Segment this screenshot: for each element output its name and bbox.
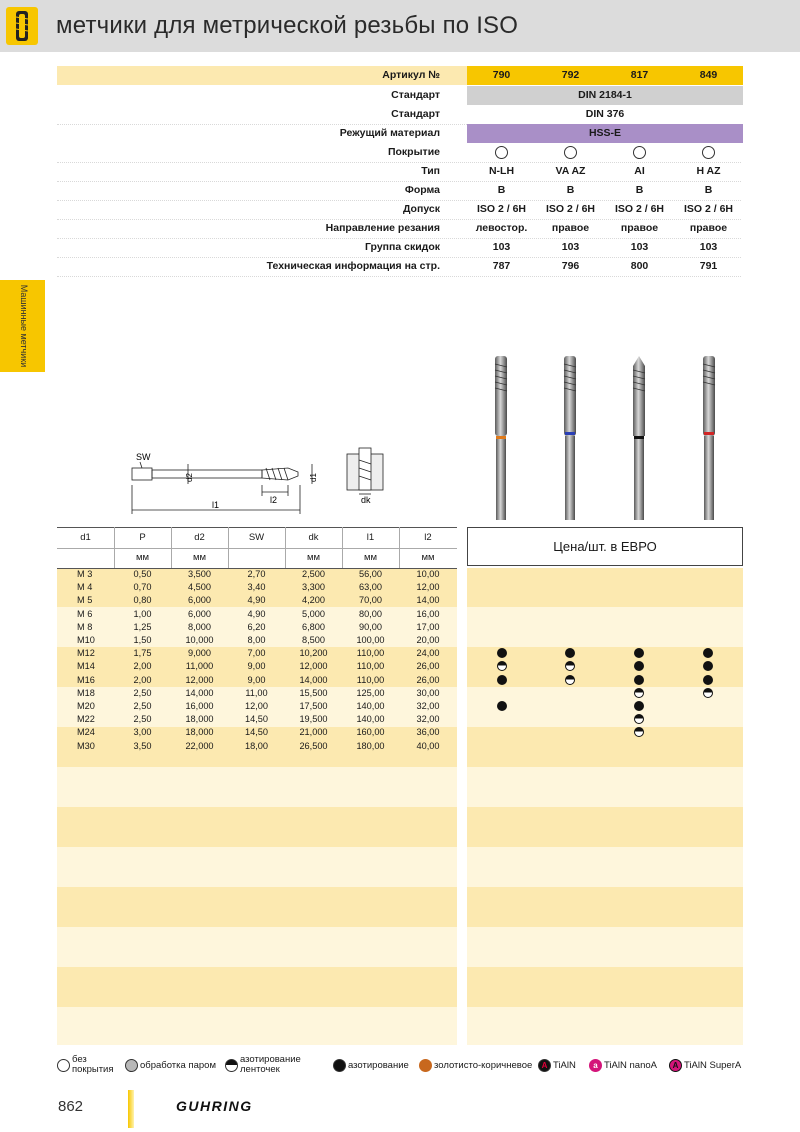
label-l2: l2 [270,495,278,505]
table-row [57,594,457,607]
table-cell: 30,00 [416,687,440,698]
tap-817-image [624,352,654,522]
form-row [57,181,741,201]
table-cell: 140,00 [356,714,385,725]
table-row [57,660,457,673]
table-row [57,634,457,647]
col-header-sw: SW [248,532,265,543]
table-cell: 8,500 [302,635,325,645]
article-790: 790 [492,69,511,81]
nitrided-icon [497,701,507,711]
table-cell: 3,500 [188,569,211,579]
table-cell: 26,00 [416,674,440,685]
nitrided-icon [634,675,644,685]
col-header-d2: d2 [194,532,205,543]
unit-cell: мм [135,552,150,563]
table-cell: M18 [77,687,95,698]
article-label: Артикул № [382,69,440,81]
table-cell: 12,000 [299,661,328,672]
type-value: AI [634,165,645,177]
standard-row-1 [57,86,741,105]
table-cell: 18,000 [185,727,214,738]
form-value: B [566,184,575,196]
table-cell: 9,000 [188,648,211,659]
material-label: Режущий материал [339,127,440,139]
type-value: VA AZ [555,165,586,177]
table-cell: 1,50 [133,635,152,645]
standard-din376: DIN 376 [585,108,625,120]
table-cell: 80,00 [359,608,382,619]
coating-legend [57,1055,747,1077]
techinfo-page-link[interactable]: 787 [492,260,511,272]
table-cell: 5,000 [302,608,325,619]
table-cell: 22,000 [185,740,214,751]
table-cell: 4,90 [247,608,266,619]
hole-section-diagram [345,440,390,505]
discount-value: 103 [492,241,511,253]
form-value: B [497,184,506,196]
table-cell: 14,000 [299,674,328,685]
table-row [57,740,457,753]
label-l1: l1 [212,500,220,510]
legend-tialn-super: A TiAlN SuperA [669,1055,745,1077]
table-cell: 10,00 [416,569,440,579]
col-header-p: P [139,532,146,543]
form-label: Форма [404,184,440,196]
table-cell: 180,00 [356,740,385,751]
table-cell: 16,000 [185,701,214,711]
table-row [57,674,457,687]
tap-849-image [694,352,724,522]
table-cell: 18,00 [245,740,268,751]
table-cell: 18,000 [185,714,214,725]
tialn-icon: A [538,1059,551,1072]
table-row [57,687,457,700]
table-cell: 21,000 [299,727,328,738]
table-cell: 3,50 [133,740,152,751]
table-cell: M30 [77,740,95,751]
land-nitrided-icon [565,675,575,685]
table-cell: 40,00 [416,740,440,751]
brand-logo: GUHRING [176,1098,253,1114]
discount-label: Группа скидок [365,241,440,253]
table-cell: M 6 [77,608,93,619]
tolerance-row [57,200,741,220]
material-hsse: HSS-E [467,124,743,143]
table-cell: 2,00 [133,674,152,685]
table-cell: M24 [77,727,95,738]
uncoated-icon [702,146,715,159]
table-cell: 12,00 [245,701,268,711]
table-cell: 26,00 [416,661,440,672]
table-cell: 6,000 [188,608,211,619]
col-header-d1: d1 [80,532,91,543]
standard-din2184: DIN 2184-1 [467,86,743,105]
discount-value: 103 [630,241,649,253]
table-cell: 0,70 [133,582,152,593]
table-cell: 17,00 [416,621,440,632]
steam-treated-icon [125,1059,138,1072]
unit-cell: мм [421,552,435,563]
table-cell: 3,40 [247,582,266,593]
article-792: 792 [561,69,580,81]
table-cell: 3,300 [302,582,325,593]
tolerance-value: ISO 2 / 6H [683,203,734,215]
table-cell: 10,000 [185,635,214,645]
table-row [57,647,457,660]
label-sw: SW [136,452,151,462]
legend-nitride: азотирование [333,1055,413,1077]
table-cell: 32,00 [416,701,440,711]
table-cell: 14,000 [185,687,214,698]
direction-label: Направление резания [325,222,440,234]
table-cell: 16,00 [416,608,440,619]
table-cell: 7,00 [247,648,266,659]
table-cell: 70,00 [359,595,382,606]
table-cell: 125,00 [356,687,385,698]
table-cell: 56,00 [359,569,382,579]
article-row [57,66,741,85]
table-cell: 140,00 [356,701,385,711]
table-cell: 1,75 [133,648,152,659]
footer-accent-bar [128,1090,134,1128]
discount-value: 103 [561,241,580,253]
direction-value: правое [551,222,590,234]
table-cell: 63,00 [359,582,382,593]
table-cell: 8,000 [188,621,211,632]
col-header-l1: l1 [366,532,375,543]
article-849: 849 [699,69,718,81]
side-tab-label: Машинные метчики [19,284,29,368]
unit-cell [57,548,114,568]
legend-uncoated: без покрытия [57,1055,119,1077]
table-cell: 2,70 [247,569,266,579]
table-cell: M 5 [77,595,93,606]
unit-cell: мм [192,552,207,563]
unit-cell [228,548,285,568]
table-row [57,700,457,713]
direction-value: левостор. [475,222,528,234]
tialn-nano-icon: a [589,1059,602,1072]
price-header: Цена/шт. в ЕВРО [467,527,743,566]
discount-row [57,238,741,258]
table-units-row [57,548,457,569]
label-d2: d2 [185,473,194,482]
table-cell: 8,00 [247,635,266,645]
tolerance-value: ISO 2 / 6H [614,203,665,215]
material-row [57,124,741,143]
table-cell: 32,00 [416,714,440,725]
col-header-l2: l2 [424,532,432,543]
direction-value: правое [689,222,728,234]
legend-tialn-nano: a TiAlN nanoA [589,1055,667,1077]
nitrided-icon [634,701,644,711]
table-cell: 10,200 [299,648,328,659]
table-cell: M16 [77,674,95,685]
nitrided-icon [703,675,713,685]
standard-row-2 [57,105,741,125]
legend-tialn: A TiAlN [538,1055,584,1077]
table-cell: 2,50 [133,687,152,698]
table-row [57,568,457,581]
table-cell: M10 [77,635,95,645]
table-cell: M20 [77,701,95,711]
legend-steam: обработка паром [125,1055,221,1077]
table-row [57,581,457,594]
table-row [57,713,457,726]
table-row [57,726,457,739]
form-value: B [704,184,713,196]
table-cell: 12,00 [416,582,440,593]
table-cell: 2,00 [133,661,152,672]
direction-row [57,219,741,239]
table-row [57,621,457,634]
table-row [57,608,457,621]
type-label: Тип [421,165,440,177]
table-cell: 14,00 [416,595,440,606]
table-cell: 1,25 [133,621,152,632]
tap-790-image [486,352,516,522]
coating-label: Покрытие [387,146,440,158]
table-cell: 110,00 [356,674,385,685]
table-cell: 24,00 [416,648,440,659]
side-tab-machine-taps[interactable] [0,280,45,372]
discount-value: 103 [699,241,718,253]
techinfo-page-link[interactable]: 800 [630,260,649,272]
land-nitrided-icon [703,688,713,698]
tolerance-value: ISO 2 / 6H [476,203,527,215]
table-cell: M 4 [77,582,93,593]
table-cell: 100,00 [356,635,385,645]
unit-cell: мм [363,552,378,563]
table-header-row [57,527,457,549]
coating-row [57,143,741,163]
table-cell: 0,50 [133,569,152,579]
type-value: N-LH [488,165,515,177]
table-cell: 4,200 [302,595,325,606]
page-title: метчики для метрической резьбы по ISO [56,12,519,39]
direction-value: правое [620,222,659,234]
techinfo-row [57,257,741,277]
col-header-dk: dk [308,532,319,543]
table-cell: 0,80 [133,595,152,606]
uncoated-icon [495,146,508,159]
tap-logo-icon [6,7,38,45]
table-cell: 14,50 [245,714,268,725]
uncoated-icon [633,146,646,159]
table-cell: M22 [77,714,95,725]
table-cell: 1,00 [133,608,152,619]
label-d1: d1 [309,473,318,482]
table-cell: 6,20 [247,621,266,632]
table-cell: 2,50 [133,701,152,711]
table-cell: 36,00 [416,727,440,738]
table-cell: 12,000 [185,674,214,685]
gold-brown-icon [419,1059,432,1072]
table-cell: 4,500 [188,582,211,593]
table-cell: 3,00 [133,727,152,738]
table-cell: M12 [77,648,95,659]
table-cell: 9,00 [247,674,266,685]
table-cell: 11,000 [185,661,214,672]
article-817: 817 [630,69,649,81]
table-cell: 26,500 [299,740,328,751]
tolerance-value: ISO 2 / 6H [545,203,596,215]
type-value: H AZ [696,165,721,177]
land-nitrided-icon [634,688,644,698]
techinfo-page-link[interactable]: 796 [561,260,580,272]
table-cell: 6,800 [302,621,325,632]
table-cell: 14,50 [245,727,268,738]
table-cell: 17,500 [299,701,328,711]
legend-gold: золотисто-коричневое [419,1055,537,1077]
legend-nitride-strip: азотирование ленточек [225,1055,333,1077]
table-cell: 9,00 [247,661,266,672]
table-cell: 160,00 [356,727,385,738]
table-cell: 15,500 [299,687,328,698]
form-value: B [635,184,644,196]
table-cell: M 3 [77,569,93,579]
table-cell: 19,500 [299,714,328,725]
table-cell: 90,00 [359,621,382,632]
table-cell: 2,50 [133,714,152,725]
table-cell: M14 [77,661,95,672]
table-cell: 4,90 [247,595,266,606]
uncoated-icon [57,1059,70,1072]
table-cell: 11,00 [245,687,268,698]
table-cell: 110,00 [356,661,385,672]
nitrided-icon [497,675,507,685]
type-row [57,162,741,182]
page-number: 862 [58,1098,84,1115]
nitrided-icon [333,1059,346,1072]
label-dk: dk [361,495,371,505]
standard-label: Стандарт [391,108,440,120]
tialn-super-icon: A [669,1059,682,1072]
table-cell: 20,00 [416,635,440,645]
techinfo-page-link[interactable]: 791 [699,260,718,272]
table-cell: 6,000 [188,595,211,606]
techinfo-label: Техническая информация на стр. [266,260,440,272]
unit-cell: мм [306,552,321,563]
table-cell: 2,500 [302,569,325,579]
standard-label: Стандарт [391,89,440,101]
tolerance-label: Допуск [402,203,440,215]
table-cell: M 8 [77,621,93,632]
tap-792-image [555,352,585,522]
table-cell: 110,00 [356,648,385,659]
uncoated-icon [564,146,577,159]
land-nitrided-icon [225,1059,238,1072]
